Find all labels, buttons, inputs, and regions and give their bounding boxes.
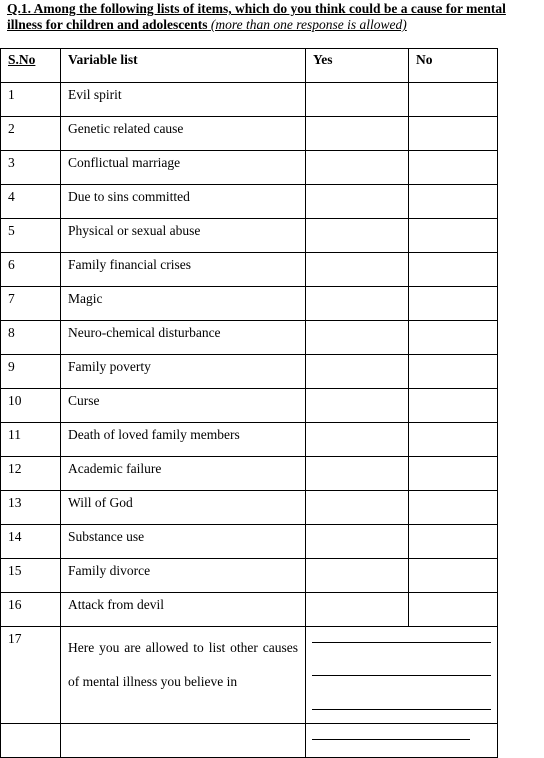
no-response-cell[interactable]: [409, 185, 498, 219]
row-variable: Family poverty: [61, 355, 306, 389]
row-variable: Magic: [61, 287, 306, 321]
row-variable: Conflictual marriage: [61, 151, 306, 185]
row-sno: 17: [1, 627, 61, 724]
table-row: [1, 219, 498, 253]
blank-cell: [1, 724, 61, 758]
table-row: [1, 151, 498, 185]
row-sno: 9: [1, 355, 61, 389]
no-response-cell[interactable]: [409, 389, 498, 423]
no-response-cell[interactable]: [409, 219, 498, 253]
header-sno: S.No: [1, 49, 61, 83]
row-variable: Substance use: [61, 525, 306, 559]
row-variable: Curse: [61, 389, 306, 423]
yes-response-cell[interactable]: [306, 525, 409, 559]
header-no: No: [409, 49, 498, 83]
table-row: [1, 253, 498, 287]
yes-response-cell[interactable]: [306, 423, 409, 457]
row-sno: 5: [1, 219, 61, 253]
answer-line[interactable]: [312, 739, 470, 740]
table-row: [1, 423, 498, 457]
yes-response-cell[interactable]: [306, 355, 409, 389]
row-sno: 2: [1, 117, 61, 151]
no-response-cell[interactable]: [409, 151, 498, 185]
answer-line[interactable]: [312, 709, 491, 710]
answer-line[interactable]: [312, 642, 491, 643]
yes-response-cell[interactable]: [306, 389, 409, 423]
yes-response-cell[interactable]: [306, 117, 409, 151]
no-response-cell[interactable]: [409, 117, 498, 151]
table-row: [1, 593, 498, 627]
row-variable: Physical or sexual abuse: [61, 219, 306, 253]
row-variable: Evil spirit: [61, 83, 306, 117]
no-response-cell[interactable]: [409, 491, 498, 525]
row-variable: Death of loved family members: [61, 423, 306, 457]
row-variable: Will of God: [61, 491, 306, 525]
row-sno: 6: [1, 253, 61, 287]
table-row: [1, 287, 498, 321]
row-variable: Due to sins committed: [61, 185, 306, 219]
answer-line[interactable]: [312, 675, 491, 676]
yes-response-cell[interactable]: [306, 151, 409, 185]
yes-response-cell[interactable]: [306, 83, 409, 117]
no-response-cell[interactable]: [409, 321, 498, 355]
row-variable: Neuro-chemical disturbance: [61, 321, 306, 355]
header-yes: Yes: [306, 49, 409, 83]
no-response-cell[interactable]: [409, 253, 498, 287]
table-header-row: [1, 49, 498, 83]
row-variable: Attack from devil: [61, 593, 306, 627]
row-sno: 7: [1, 287, 61, 321]
other-causes-answer[interactable]: [306, 627, 498, 724]
other-causes-prompt: Here you are allowed to list other causes of mental illness you believe in: [61, 627, 306, 724]
no-response-cell[interactable]: [409, 83, 498, 117]
no-response-cell[interactable]: [409, 525, 498, 559]
table-row: [1, 355, 498, 389]
other-causes-answer-continued[interactable]: [306, 724, 498, 758]
table-row: [1, 525, 498, 559]
yes-response-cell[interactable]: [306, 253, 409, 287]
row-sno: 4: [1, 185, 61, 219]
header-variable: Variable list: [61, 49, 306, 83]
yes-response-cell[interactable]: [306, 593, 409, 627]
no-response-cell[interactable]: [409, 593, 498, 627]
row-variable: Family financial crises: [61, 253, 306, 287]
table-row: [1, 83, 498, 117]
table-row: [1, 321, 498, 355]
table-row: [1, 457, 498, 491]
yes-response-cell[interactable]: [306, 559, 409, 593]
yes-response-cell[interactable]: [306, 491, 409, 525]
row-variable: Academic failure: [61, 457, 306, 491]
row-sno: 10: [1, 389, 61, 423]
question-title: [7, 1, 542, 33]
row-sno: 13: [1, 491, 61, 525]
table-row: [1, 559, 498, 593]
row-variable: Family divorce: [61, 559, 306, 593]
yes-response-cell[interactable]: [306, 457, 409, 491]
row-sno: 3: [1, 151, 61, 185]
table-row: [1, 185, 498, 219]
row-sno: 15: [1, 559, 61, 593]
no-response-cell[interactable]: [409, 457, 498, 491]
cause-checklist-table: [0, 48, 498, 758]
question-note: (more than one response is allowed): [210, 17, 407, 32]
row-sno: 16: [1, 593, 61, 627]
question-text: Q.1. Among the following lists of items, which do you think could be a cause for mental illness for children and adolescents: [7, 1, 506, 32]
row-sno: 8: [1, 321, 61, 355]
no-response-cell[interactable]: [409, 355, 498, 389]
no-response-cell[interactable]: [409, 423, 498, 457]
yes-response-cell[interactable]: [306, 321, 409, 355]
other-causes-row: [1, 627, 498, 724]
blank-row: [1, 724, 498, 758]
yes-response-cell[interactable]: [306, 219, 409, 253]
no-response-cell[interactable]: [409, 559, 498, 593]
table-row: [1, 389, 498, 423]
row-sno: 14: [1, 525, 61, 559]
yes-response-cell[interactable]: [306, 185, 409, 219]
no-response-cell[interactable]: [409, 287, 498, 321]
row-sno: 11: [1, 423, 61, 457]
row-variable: Genetic related cause: [61, 117, 306, 151]
row-sno: 1: [1, 83, 61, 117]
table-row: [1, 491, 498, 525]
row-sno: 12: [1, 457, 61, 491]
table-row: [1, 117, 498, 151]
blank-cell: [61, 724, 306, 758]
yes-response-cell[interactable]: [306, 287, 409, 321]
